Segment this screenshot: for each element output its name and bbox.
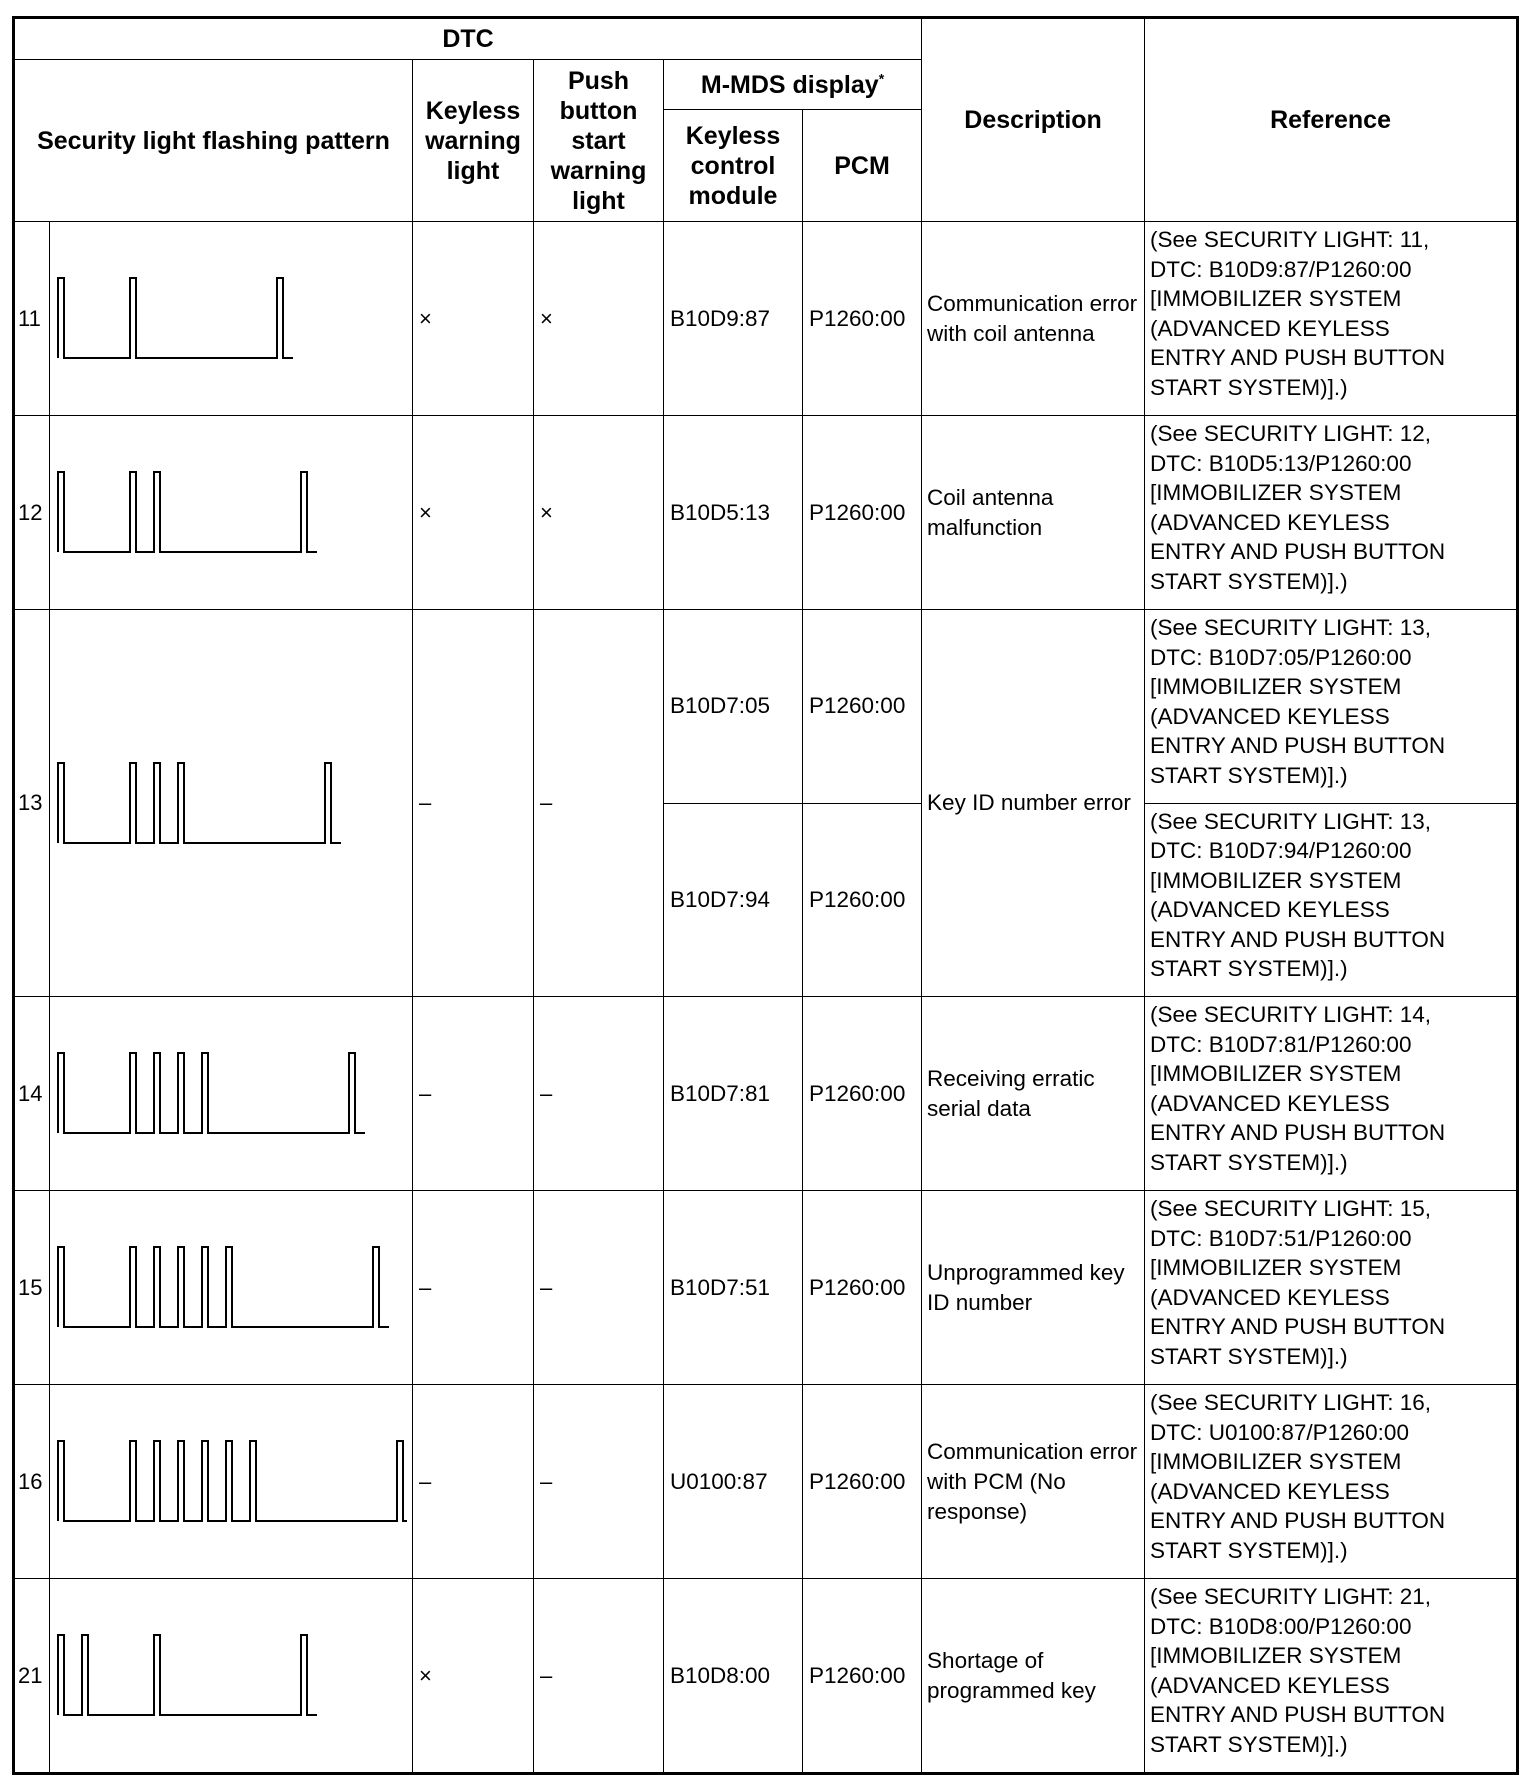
flash-pattern-waveform <box>58 472 317 552</box>
keyless-warning-value: × <box>413 416 534 610</box>
flash-pattern-diagram <box>50 222 413 415</box>
flash-pattern-cell <box>50 416 413 610</box>
push-button-value: – <box>534 1385 664 1579</box>
keyless-warning-value: – <box>413 997 534 1191</box>
pcm-code: P1260:00 <box>803 1385 922 1579</box>
row-number: 16 <box>14 1385 50 1579</box>
flash-pattern-diagram <box>50 1385 413 1578</box>
description: Coil antenna malfunction <box>922 416 1145 610</box>
flash-pattern-waveform <box>58 1247 389 1327</box>
mmds-footnote-mark: * <box>878 70 885 87</box>
push-button-value: × <box>534 222 664 416</box>
description: Shortage of programmed key <box>922 1579 1145 1774</box>
keyless-module-code: B10D8:00 <box>664 1579 803 1774</box>
pcm-code: P1260:00 <box>803 997 922 1191</box>
description: Key ID number error <box>922 610 1145 997</box>
flash-pattern-cell <box>50 222 413 416</box>
mmds-header <box>664 60 922 110</box>
flash-pattern-waveform <box>58 763 341 843</box>
row-number: 15 <box>14 1191 50 1385</box>
push-button-value: – <box>534 610 664 997</box>
keyless-warning-value: – <box>413 1385 534 1579</box>
row-number: 13 <box>14 610 50 997</box>
dtc-header: DTC <box>14 18 922 60</box>
keyless-warning-value: × <box>413 222 534 416</box>
table-row <box>14 1385 1518 1579</box>
row-number: 14 <box>14 997 50 1191</box>
flash-pattern-cell <box>50 1579 413 1774</box>
reference: (See SECURITY LIGHT: 12, DTC: B10D5:13/P1260:00 [IMMOBILIZER SYSTEM (ADVANCED KEYLESS ENTRY AND PUSH BUTTON START SYSTEM)].) <box>1145 416 1518 610</box>
row-number: 21 <box>14 1579 50 1774</box>
description: Communication error with coil antenna <box>922 222 1145 416</box>
description: Communication error with PCM (No response) <box>922 1385 1145 1579</box>
table-row <box>14 997 1518 1191</box>
description: Unprogrammed key ID number <box>922 1191 1145 1385</box>
reference: (See SECURITY LIGHT: 13, DTC: B10D7:05/P1260:00 [IMMOBILIZER SYSTEM (ADVANCED KEYLESS ENTRY AND PUSH BUTTON START SYSTEM)].) <box>1145 610 1518 804</box>
flash-pattern-waveform <box>58 1053 365 1133</box>
reference-header: Reference <box>1145 18 1518 222</box>
pcm-header: PCM <box>803 110 922 222</box>
description: Receiving erratic serial data <box>922 997 1145 1191</box>
row-number: 11 <box>14 222 50 416</box>
pattern-header: Security light flashing pattern <box>14 60 413 222</box>
dtc-table <box>12 16 1519 1775</box>
flash-pattern-waveform <box>58 1635 317 1715</box>
push-button-header: Push button start warning light <box>534 60 664 222</box>
reference: (See SECURITY LIGHT: 13, DTC: B10D7:94/P1260:00 [IMMOBILIZER SYSTEM (ADVANCED KEYLESS ENTRY AND PUSH BUTTON START SYSTEM)].) <box>1145 803 1518 997</box>
table-row <box>14 1579 1518 1774</box>
pcm-code: P1260:00 <box>803 610 922 804</box>
table-row <box>14 610 1518 804</box>
flash-pattern-waveform <box>58 278 293 358</box>
pcm-code: P1260:00 <box>803 222 922 416</box>
dtc-table-body <box>14 222 1518 1774</box>
keyless-warning-header: Keyless warning light <box>413 60 534 222</box>
pcm-code: P1260:00 <box>803 416 922 610</box>
keyless-module-header: Keyless control module <box>664 110 803 222</box>
keyless-module-code: B10D7:81 <box>664 997 803 1191</box>
keyless-module-code: B10D7:05 <box>664 610 803 804</box>
dtc-table-wrapper <box>12 16 1519 1775</box>
flash-pattern-diagram <box>50 610 413 996</box>
flash-pattern-cell <box>50 610 413 997</box>
push-button-value: – <box>534 1191 664 1385</box>
flash-pattern-cell <box>50 1191 413 1385</box>
keyless-warning-value: × <box>413 1579 534 1774</box>
table-row <box>14 1191 1518 1385</box>
flash-pattern-diagram <box>50 1579 413 1772</box>
reference: (See SECURITY LIGHT: 14, DTC: B10D7:81/P1260:00 [IMMOBILIZER SYSTEM (ADVANCED KEYLESS ENTRY AND PUSH BUTTON START SYSTEM)].) <box>1145 997 1518 1191</box>
keyless-warning-value: – <box>413 1191 534 1385</box>
reference: (See SECURITY LIGHT: 21, DTC: B10D8:00/P1260:00 [IMMOBILIZER SYSTEM (ADVANCED KEYLESS ENTRY AND PUSH BUTTON START SYSTEM)].) <box>1145 1579 1518 1774</box>
flash-pattern-waveform <box>58 1441 407 1521</box>
keyless-module-code: B10D7:94 <box>664 803 803 997</box>
keyless-module-code: B10D7:51 <box>664 1191 803 1385</box>
push-button-value: – <box>534 1579 664 1774</box>
keyless-module-code: B10D5:13 <box>664 416 803 610</box>
flash-pattern-diagram <box>50 1191 413 1384</box>
reference: (See SECURITY LIGHT: 15, DTC: B10D7:51/P1260:00 [IMMOBILIZER SYSTEM (ADVANCED KEYLESS ENTRY AND PUSH BUTTON START SYSTEM)].) <box>1145 1191 1518 1385</box>
pcm-code: P1260:00 <box>803 1579 922 1774</box>
mmds-label: M-MDS display <box>700 70 879 99</box>
push-button-value: × <box>534 416 664 610</box>
description-header: Description <box>922 18 1145 222</box>
flash-pattern-cell <box>50 1385 413 1579</box>
keyless-warning-value: – <box>413 610 534 997</box>
table-row <box>14 222 1518 416</box>
keyless-module-code: B10D9:87 <box>664 222 803 416</box>
table-row <box>14 416 1518 610</box>
row-number: 12 <box>14 416 50 610</box>
push-button-value: – <box>534 997 664 1191</box>
flash-pattern-diagram <box>50 416 413 609</box>
keyless-module-code: U0100:87 <box>664 1385 803 1579</box>
pcm-code: P1260:00 <box>803 803 922 997</box>
reference: (See SECURITY LIGHT: 16, DTC: U0100:87/P1260:00 [IMMOBILIZER SYSTEM (ADVANCED KEYLESS ENTRY AND PUSH BUTTON START SYSTEM)].) <box>1145 1385 1518 1579</box>
flash-pattern-cell <box>50 997 413 1191</box>
reference: (See SECURITY LIGHT: 11, DTC: B10D9:87/P1260:00 [IMMOBILIZER SYSTEM (ADVANCED KEYLESS ENTRY AND PUSH BUTTON START SYSTEM)].) <box>1145 222 1518 416</box>
flash-pattern-diagram <box>50 997 413 1190</box>
pcm-code: P1260:00 <box>803 1191 922 1385</box>
